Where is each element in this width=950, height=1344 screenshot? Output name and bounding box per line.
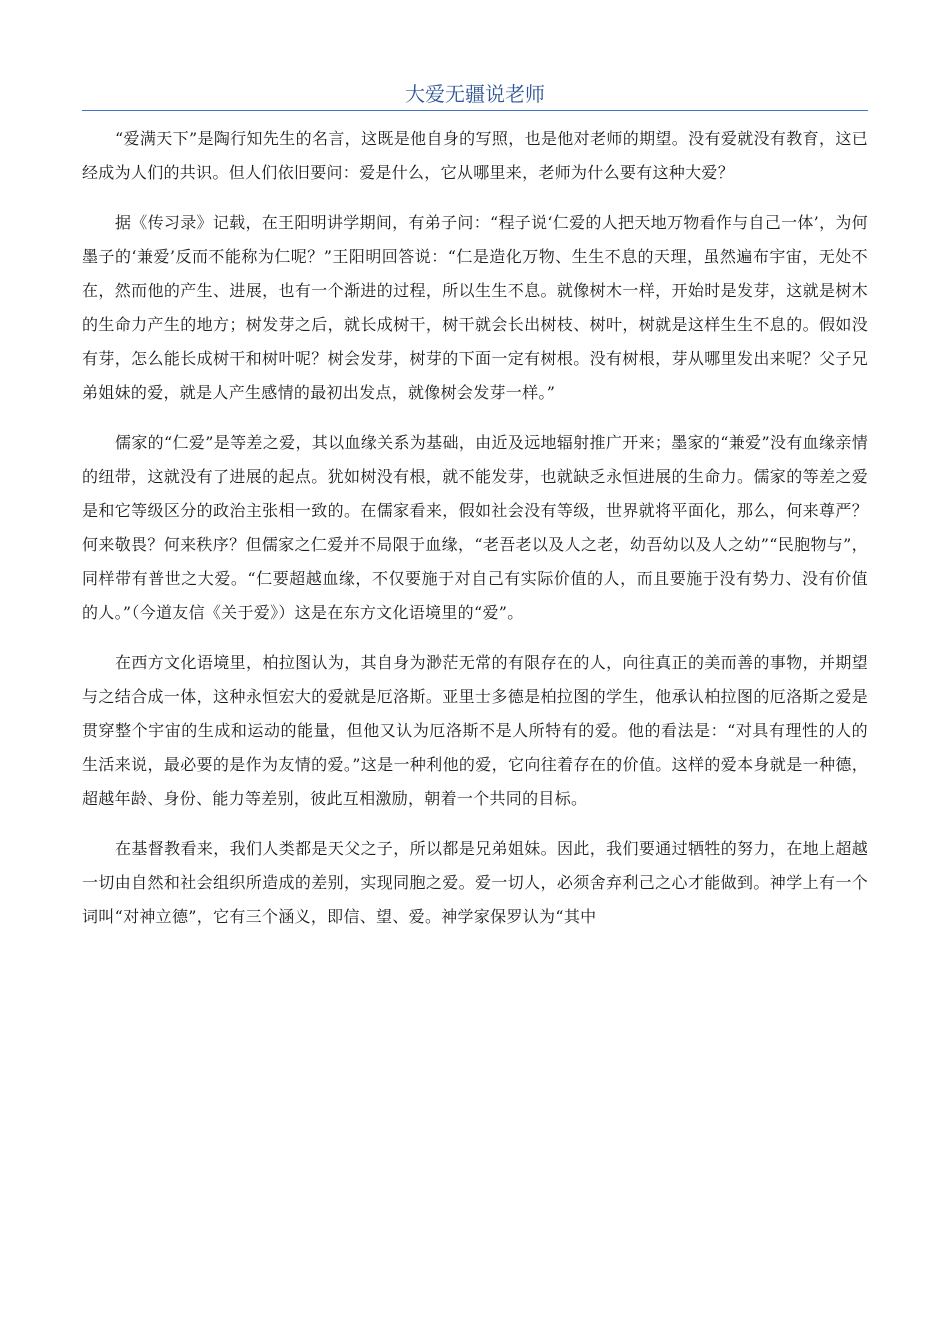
paragraph-3: 儒家的“仁爱”是等差之爱，其以血缘关系为基础，由近及远地辐射推广开来；墨家的“兼爱”没有血缘亲情的纽带，这就没有了进展的起点。犹如树没有根，就不能发芽，也就缺乏永恒进展的生命力。儒家的等差之爱是和它等级区分的政治主张相一致的。在儒家看来，假如社会没有等级，世界就将平面化，那么，何来尊严？何来敬畏？何来秩序？但儒家之仁爱并不局限于血缘，“老吾老以及人之老，幼吾幼以及人之幼”“民胞物与”，同样带有普世之大爱。“仁要超越血缘，不仅要施于对自己有实际价值的人，而且要施于没有势力、没有价值的人。”（今道友信《关于爱》）这是在东方文化语境里的“爱”。 — [82, 433, 868, 622]
paragraph-5: 在基督教看来，我们人类都是天父之子，所以都是兄弟姐妹。因此，我们要通过牺牲的努力，在地上超越一切由自然和社会组织所造成的差别，实现同胞之爱。爱一切人，必须舍弃利己之心才能做到。神学上有一个词叫“对神立德”，它有三个涵义，即信、望、爱。神学家保罗认为“其中 — [82, 839, 868, 926]
document-title: 大爱无疆说老师 — [405, 82, 545, 106]
document-body — [82, 122, 868, 950]
paragraph-2: 据《传习录》记载，在王阳明讲学期间，有弟子问：“程子说‘仁爱的人把天地万物看作与自己一体’，为何墨子的‘兼爱’反而不能称为仁呢？”王阳明回答说：“仁是造化万物、生生不息的天理，虽然遍布宇宙，无处不在，然而他的产生、进展，也有一个渐进的过程，所以生生不息。就像树木一样，开始时是发芽，这就是树木的生命力产生的地方；树发芽之后，就长成树干，树干就会长出树枝、树叶，树就是这样生生不息的。假如没有芽，怎么能长成树干和树叶呢？树会发芽，树芽的下面一定有树根。没有树根，芽从哪里发出来呢？父子兄弟姐妹的爱，就是人产生感情的最初出发点，就像树会发芽一样。” — [82, 213, 868, 402]
paragraph-1: “爱满天下”是陶行知先生的名言，这既是他自身的写照，也是他对老师的期望。没有爱就没有教育，这已经成为人们的共识。但人们依旧要问：爱是什么，它从哪里来，老师为什么要有这种大爱？ — [82, 129, 868, 182]
paragraph-4: 在西方文化语境里，柏拉图认为，其自身为渺茫无常的有限存在的人，向往真正的美而善的事物，并期望与之结合成一体，这种永恒宏大的爱就是厄洛斯。亚里士多德是柏拉图的学生，他承认柏拉图的厄洛斯之爱是贯穿整个宇宙的生成和运动的能量，但他又认为厄洛斯不是人所特有的爱。他的看法是：“对具有理性的人的生活来说，最必要的是作为友情的爱。”这是一种利他的爱，它向往着存在的价值。这样的爱本身就是一种德，超越年龄、身份、能力等差别，彼此互相激励，朝着一个共同的目标。 — [82, 653, 868, 808]
title-underline — [82, 110, 868, 111]
